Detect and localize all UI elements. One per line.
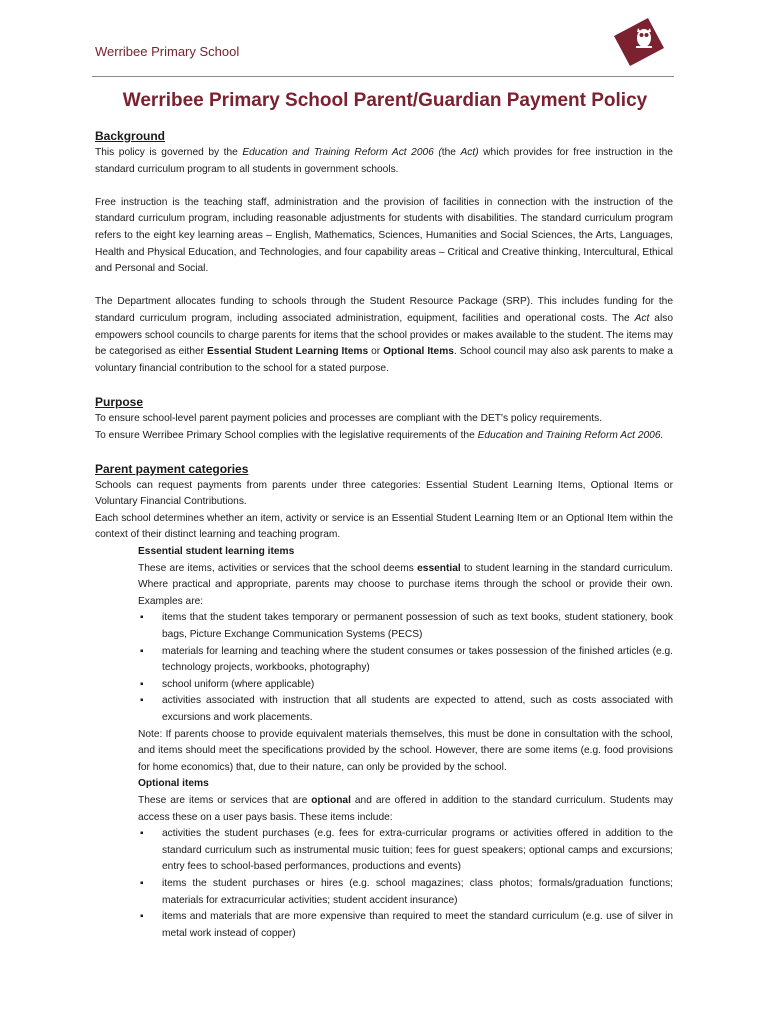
owl-crest-icon [608,14,668,70]
background-paragraph-3: The Department allocates funding to schools through the Student Resource Package (SRP). This includes funding for the standard curriculum program, including associated administration, equipment, facilities and operational costs. The Act also empowers school councils to charge parents for items that the school provides or makes available to the student. The items may be categorised as either Essential Student Learning Items or Optional Items. School council may also ask parents to make a voluntary financial contribution to the school for a stated purpose. [95,296,673,374]
optional-items-heading: Optional items [138,778,209,790]
page-title: Werribee Primary School Parent/Guardian Payment Policy [122,90,648,111]
optional-items-description: These are items or services that are optional and are offered in addition to the standard curriculum. Students may access these on a user pays basis. These items include: [138,794,674,823]
list-item: ▪ items that the student takes temporary or permanent possession of such as text books, student stationery, book bags, Picture Exchange Communication Systems (PECS) [138,610,673,643]
list-item: ▪ activities associated with instruction that all students are expected to attend, such as costs associated with excursions and work placements. [138,693,673,726]
header-divider [92,76,674,77]
list-item: ▪ items the student purchases or hires (e.g. school magazines; class photos; formals/graduation functions; materials for extracurricular activities; student accident insurance) [138,876,673,909]
policy-body [95,128,673,942]
list-item: ▪ items and materials that are more expensive than required to meet the standard curriculum (e.g. use of silver in metal work instead of copper) [138,909,673,942]
purpose-heading: Purpose [95,394,144,409]
categories-intro: Schools can request payments from parents under three categories: Essential Student Learning Items, Optional Items or Voluntary Financial Contributions. [95,479,673,508]
list-item: ▪ materials for learning and teaching where the student consumes or takes possession of the finished articles (e.g. technology projects, workbooks, photography) [138,644,673,677]
essential-items-section [95,544,673,942]
school-name-header: Werribee Primary School [95,44,240,59]
purpose-line-2: To ensure Werribee Primary School complies with the legislative requirements of the Education and Training Reform Act 2006. [95,429,664,441]
essential-items-heading: Essential student learning items [138,546,295,558]
background-paragraph-1: This policy is governed by the Education and Training Reform Act 2006 (the Act) which provides for free instruction in the standard curriculum program to all students in government schools. [95,147,673,175]
purpose-line-1: To ensure school-level parent payment policies and processes are compliant with the DET's policy requirements. [95,412,603,424]
categories-heading: Parent payment categories [95,461,249,476]
background-heading: Background [95,129,166,143]
essential-items-list [138,610,673,726]
background-paragraph-2: Free instruction is the teaching staff, administration and the provision of facilities in connection with the instruction of the standard curriculum program, including reasonable adjustments for students with disabilities. The standard curriculum program refers to the eight key learning areas – English, Mathematics, Sciences, Humanities and Social Sciences, the Arts, Languages, Health and Physical Education, and Technologies, and four capability areas – Critical and Creative thinking, Intercultural, Ethical and Personal and Social. [95,196,673,275]
list-item: ▪ activities the student purchases (e.g. fees for extra-curricular programs or activities offered in addition to the standard curriculum such as instrumental music tuition; fees for guest speakers; optional camps and excursions; entry fees to school-based performances, productions and events) [138,826,673,876]
essential-items-description: These are items, activities or services that the school deems essential to student learning in the standard curriculum. Where practical and appropriate, parents may choose to purchase items through the school or provide their own. Examples are: [138,562,673,607]
categories-intro-2: Each school determines whether an item, activity or service is an Essential Student Learning Item or an Optional Item within the context of their distinct learning and teaching program. [95,512,673,541]
list-item: ▪ school uniform (where applicable) [138,677,673,694]
optional-items-list [138,826,673,942]
essential-items-note: Note: If parents choose to provide equivalent materials themselves, this must be done in consultation with the school, and items should meet the specifications provided by the school. However, there are some items (e.g. food provisions for home economics) that, due to their nature, can only be provided by the school. [138,728,673,773]
